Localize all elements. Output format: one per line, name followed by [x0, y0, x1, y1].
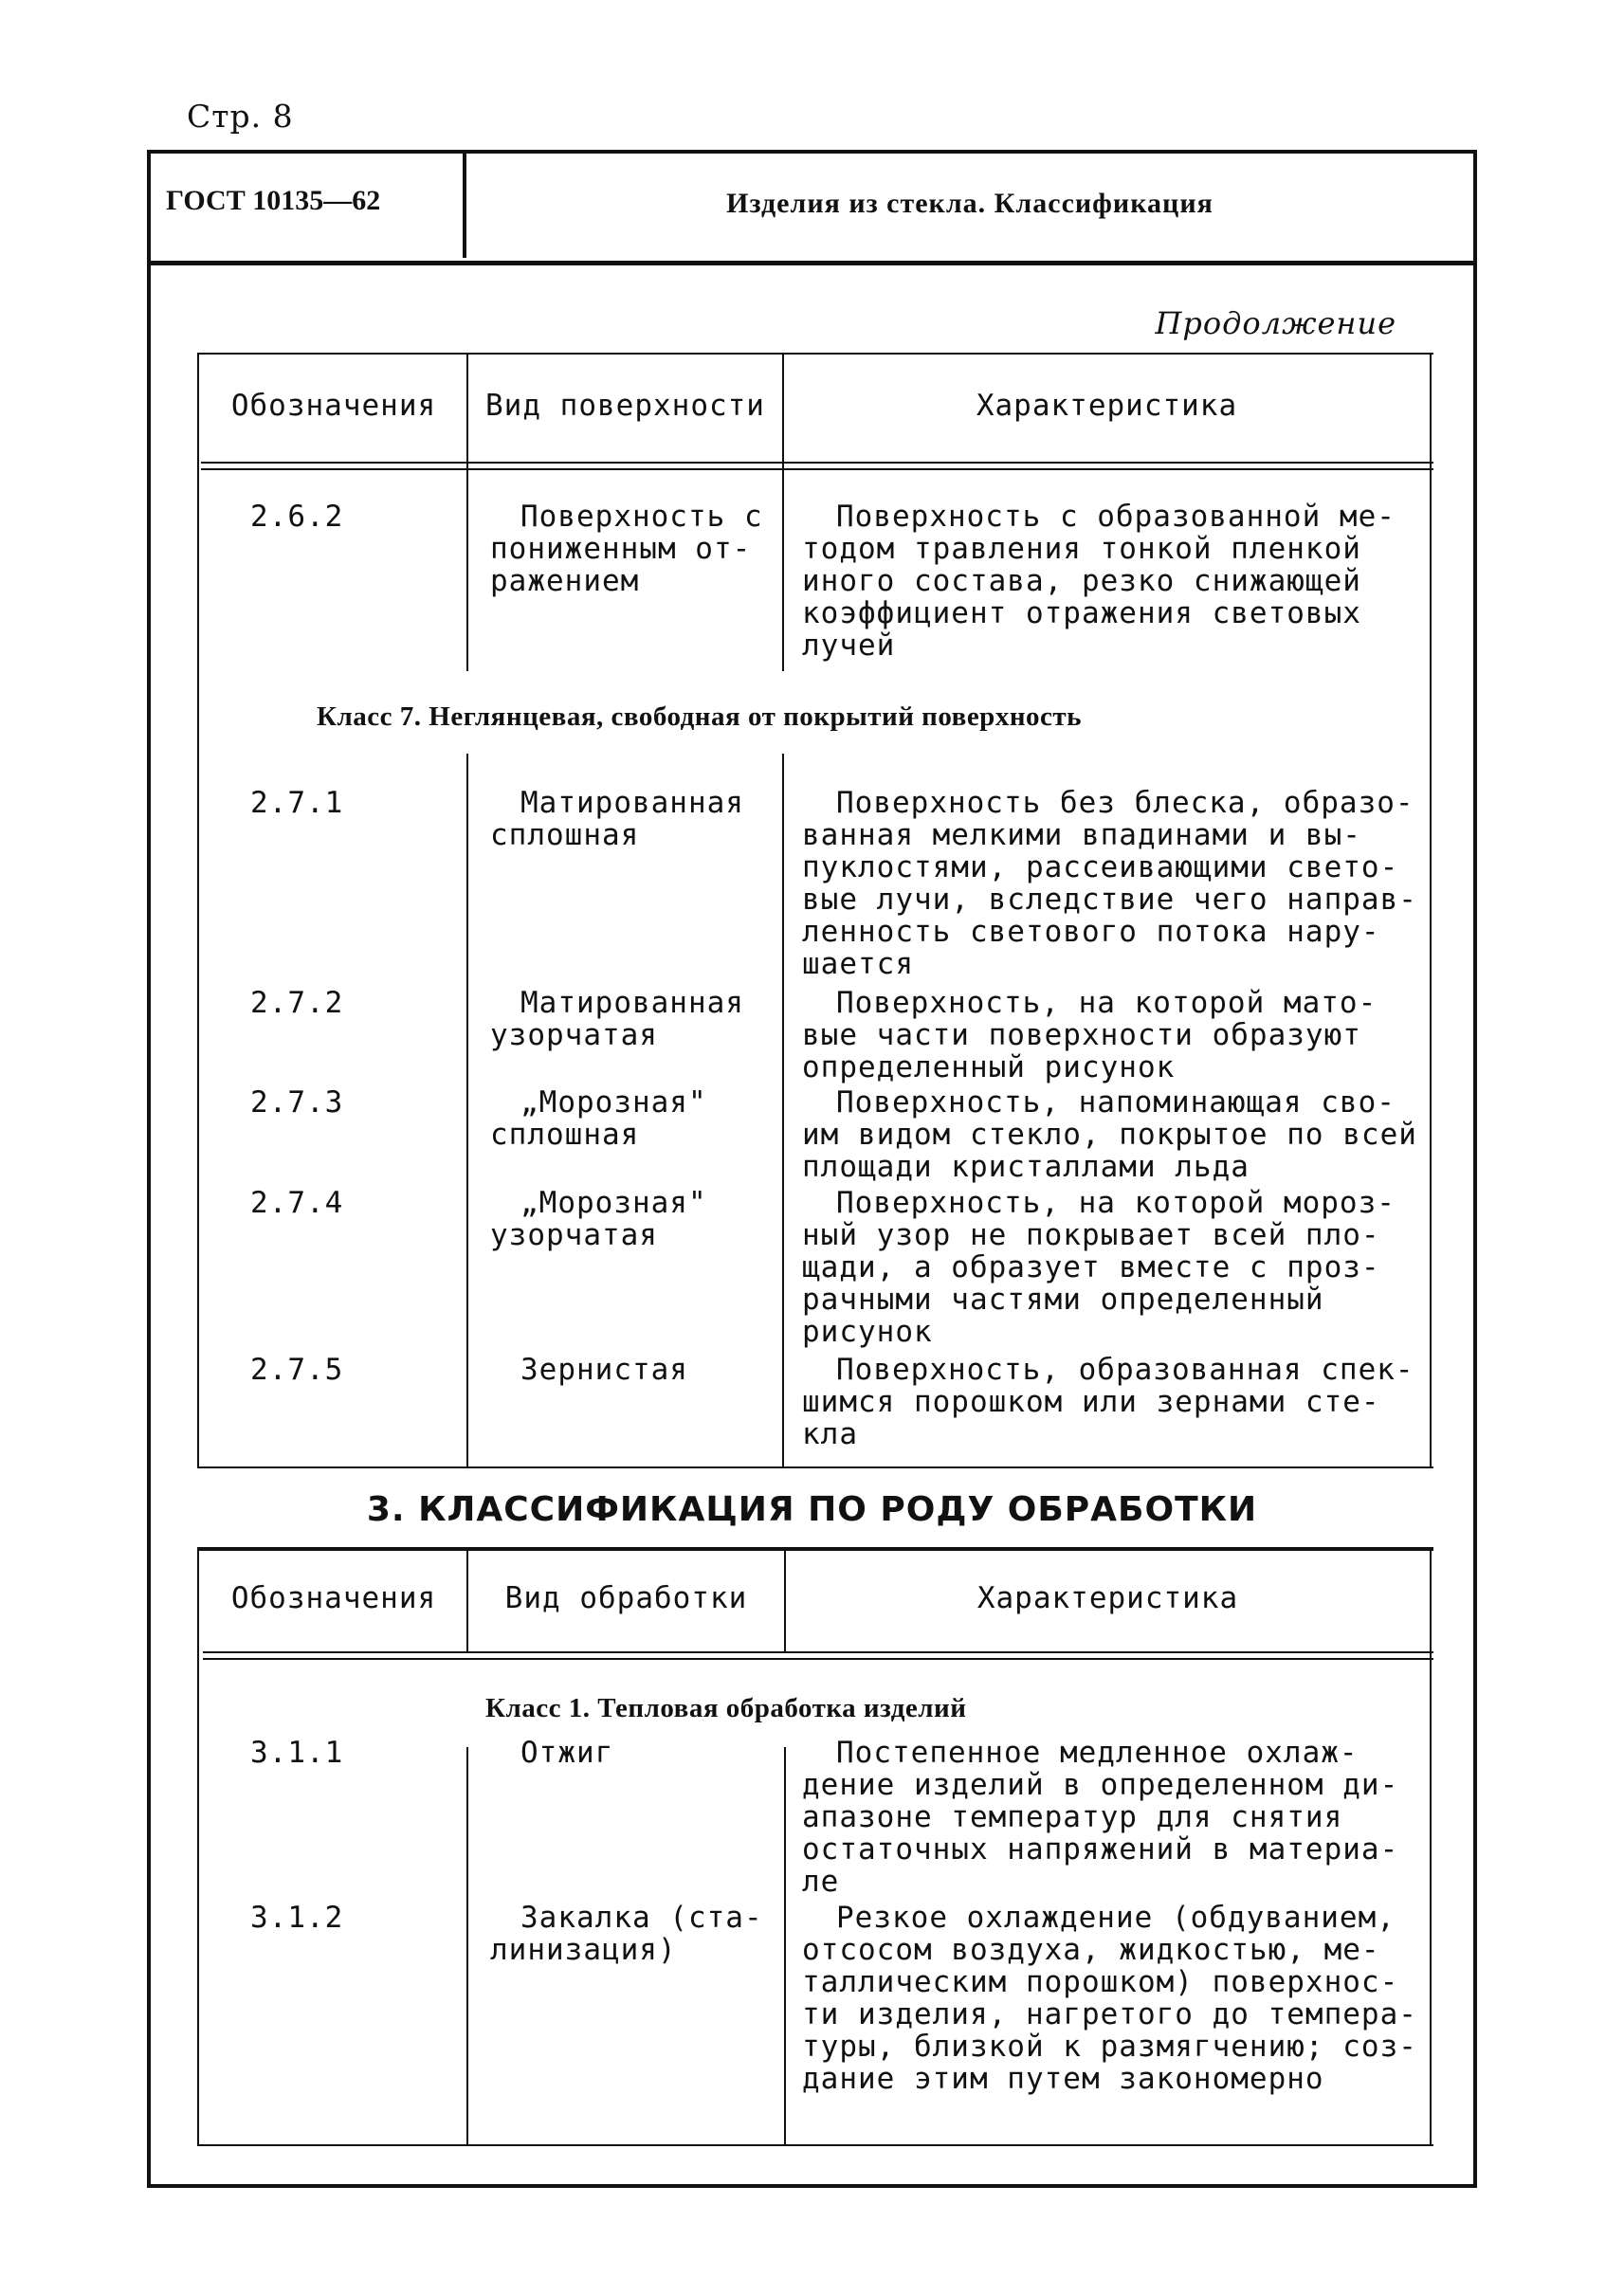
desc-line: рисунок: [802, 1315, 933, 1349]
desc-line: Поверхность с образованной ме-: [836, 500, 1396, 534]
table1-bottom-rule: [197, 1466, 1433, 1468]
document-title: Изделия из стекла. Классификация: [726, 188, 1213, 219]
desc-line: ле: [802, 1865, 840, 1899]
desc-line: пуклостями, рассеивающими свето-: [802, 850, 1399, 884]
type-line: Зернистая: [520, 1353, 688, 1387]
desc-line: иного состава, резко снижающей: [802, 564, 1361, 598]
table1-col2-divider-b: [782, 754, 784, 1466]
desc-line: шается: [802, 947, 914, 981]
desc-line: туры, близкой к размягчению; соз-: [802, 2030, 1417, 2064]
desc-line: вые части поверхности образуют: [802, 1018, 1361, 1052]
table1-col1-divider-b: [466, 754, 468, 1466]
type-line: узорчатая: [490, 1018, 658, 1052]
class-1-title: Класс 1. Тепловая обработка изделий: [485, 1693, 967, 1723]
frame-right-line: [1473, 150, 1477, 2188]
type-line: сплошная: [490, 818, 640, 852]
table2-left-border: [197, 1547, 199, 2146]
row-code: 2.7.1: [250, 786, 344, 820]
class-7-title: Класс 7. Неглянцевая, свободная от покрытий поверхность: [317, 701, 1082, 732]
table1-header-characteristic: Характеристика: [976, 389, 1238, 423]
standard-code: ГОСТ 10135—62: [166, 185, 381, 216]
type-line: сплошная: [490, 1118, 640, 1152]
desc-line: вые лучи, вследствие чего направ-: [802, 883, 1417, 917]
continuation-label: Продолжение: [1155, 305, 1396, 341]
desc-line: таллическим порошком) поверхнос-: [802, 1965, 1399, 1999]
desc-line: определенный рисунок: [802, 1050, 1176, 1084]
row-code: 2.6.2: [250, 500, 344, 534]
desc-line: Поверхность, образованная спек-: [836, 1353, 1414, 1387]
desc-line: дение изделий в определенном ди-: [802, 1768, 1399, 1802]
table1-top-rule: [197, 353, 1433, 355]
desc-line: апазоне температур для снятия: [802, 1800, 1343, 1834]
table2-header-characteristic: Характеристика: [976, 1581, 1239, 1615]
type-line: Закалка (ста-: [520, 1901, 763, 1935]
header-bottom-line: [147, 261, 1477, 265]
type-line: „Морозная": [520, 1085, 707, 1120]
table2-col1-divider-b: [466, 1747, 468, 2144]
table1-right-border: [1430, 353, 1432, 1468]
row-code: 3.1.1: [250, 1736, 344, 1770]
desc-line: ванная мелкими впадинами и вы-: [802, 818, 1361, 852]
table2-bottom-rule: [197, 2144, 1433, 2146]
table1-header-rule-2: [201, 468, 1433, 470]
type-line: пониженным от-: [490, 532, 752, 566]
table2-header-processing-type: Вид обработки: [504, 1581, 748, 1615]
table2-header-rule-1: [203, 1651, 1433, 1653]
table2-header-designation: Обозначения: [230, 1581, 437, 1615]
desc-line: коэффициент отражения световых: [802, 596, 1361, 630]
desc-line: тодом травления тонкой пленкой: [802, 532, 1361, 566]
page-number-label: Стр. 8: [187, 98, 294, 135]
row-code: 2.7.4: [250, 1186, 344, 1220]
desc-line: остаточных напряжений в материа-: [802, 1832, 1399, 1867]
table2-right-border: [1430, 1547, 1432, 2146]
type-line: Отжиг: [520, 1736, 614, 1770]
desc-line: щади, а образует вместе с проз-: [802, 1250, 1380, 1284]
section-3-title: 3. КЛАССИФИКАЦИЯ ПО РОДУ ОБРАБОТКИ: [366, 1490, 1258, 1529]
type-line: линизация): [490, 1933, 677, 1967]
table2-header-rule-2: [203, 1658, 1433, 1660]
table1-left-border: [197, 353, 199, 1468]
desc-line: кла: [802, 1417, 858, 1451]
table1-header-designation: Обозначения: [230, 389, 437, 423]
row-code: 3.1.2: [250, 1901, 344, 1935]
desc-line: ленность светового потока нару-: [802, 915, 1380, 949]
frame-bottom-line: [147, 2184, 1477, 2188]
desc-line: шимся порошком или зернами сте-: [802, 1385, 1380, 1419]
desc-line: Поверхность, напоминающая сво-: [836, 1085, 1396, 1120]
row-code: 2.7.5: [250, 1353, 344, 1387]
row-code: 2.7.2: [250, 986, 344, 1020]
desc-line: лучей: [802, 628, 896, 663]
type-line: узорчатая: [490, 1218, 658, 1252]
row-code: 2.7.3: [250, 1085, 344, 1120]
desc-line: дание этим путем закономерно: [802, 2062, 1324, 2096]
desc-line: ти изделия, нагретого до темпера-: [802, 1997, 1417, 2031]
type-line: Матированная: [520, 786, 744, 820]
table1-header-rule-1: [201, 462, 1433, 464]
frame-left-line: [147, 150, 151, 2188]
desc-line: Поверхность, на которой мато-: [836, 986, 1378, 1020]
desc-line: рачными частями определенный: [802, 1283, 1324, 1317]
desc-line: отсосом воздуха, жидкостью, ме-: [802, 1933, 1380, 1967]
desc-line: площади кристаллами льда: [802, 1150, 1250, 1184]
desc-line: им видом стекло, покрытое по всей: [802, 1118, 1417, 1152]
type-line: ражением: [490, 564, 640, 598]
frame-top-line: [147, 150, 1477, 154]
desc-line: Резкое охлаждение (обдуванием,: [836, 1901, 1396, 1935]
table2-col2-divider-b: [784, 1747, 786, 2144]
type-line: Поверхность с: [520, 500, 763, 534]
desc-line: Постепенное медленное охлаж-: [836, 1736, 1359, 1770]
type-line: „Морозная": [520, 1186, 707, 1220]
desc-line: Поверхность, на которой мороз-: [836, 1186, 1396, 1220]
desc-line: ный узор не покрывает всей пло-: [802, 1218, 1380, 1252]
type-line: Матированная: [520, 986, 744, 1020]
desc-line: Поверхность без блеска, образо-: [836, 786, 1414, 820]
table1-header-surface-type: Вид поверхности: [485, 389, 765, 423]
table2-top-rule: [197, 1547, 1433, 1551]
